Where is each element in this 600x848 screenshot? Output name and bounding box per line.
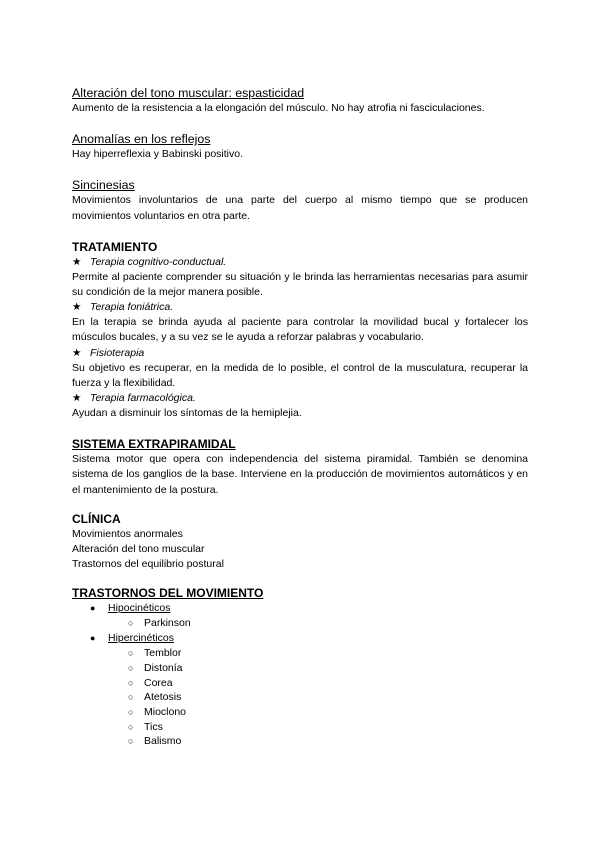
- extrapiramidal-heading: SISTEMA EXTRAPIRAMIDAL: [72, 437, 236, 452]
- circle-bullet-icon: ○: [128, 677, 134, 688]
- clinica-line: Trastornos del equilibrio postural: [72, 558, 224, 571]
- circle-bullet-icon: ○: [128, 706, 134, 717]
- list-item: ○ Balismo: [128, 735, 182, 748]
- circle-bullet-icon: ○: [128, 692, 134, 703]
- clinica-line: Movimientos anormales: [72, 527, 183, 540]
- clinica-heading: CLÍNICA: [72, 511, 121, 526]
- list-item: ○ Corea: [128, 676, 173, 689]
- espasticidad-text: Aumento de la resistencia a la elongación del músculo. No hay atrofia ni fasciculaciones.: [72, 102, 485, 114]
- trastornos-heading: TRASTORNOS DEL MOVIMIENTO: [72, 586, 264, 601]
- sincinesias-title: Sincinesias: [72, 178, 135, 193]
- list-item: ○ Tics: [128, 720, 163, 733]
- tratamiento-item-text: En la terapia se brinda ayuda al paciente para controlar la movilidad bucal y fortalecer los músculos bucales, y a su vez se le ayuda a reforzar palabras y vocabulario.: [72, 316, 528, 344]
- star-icon: ★: [72, 346, 82, 359]
- circle-bullet-icon: ○: [128, 662, 134, 673]
- tratamiento-item-title: ★ Fisioterapia: [72, 346, 145, 359]
- circle-bullet-icon: ○: [128, 618, 134, 629]
- tratamiento-item-title: ★ Terapia cognitivo-conductual.: [72, 255, 227, 268]
- reflejos-text: Hay hiperreflexia y Babinski positivo.: [72, 148, 243, 161]
- list-item: ○ Atetosis: [128, 691, 182, 704]
- bullet-icon: ●: [90, 633, 96, 644]
- star-icon: ★: [72, 392, 82, 405]
- extrapiramidal-text: Sistema motor que opera con independencia del sistema piramidal. También se denomina sistema de los ganglios de la base. Interviene en la producción de movimientos automáticos y en el mantenimiento de la postura.: [72, 453, 528, 496]
- list-item-hipercineticos: ● Hipercinéticos: [90, 632, 174, 645]
- list-item: ○ Distonía: [128, 661, 183, 674]
- circle-bullet-icon: ○: [128, 648, 134, 659]
- tratamiento-item-text: Permite al paciente comprender su situación y le brinda las herramientas necesarias para asumir su condición de la mejor manera posible.: [72, 270, 528, 299]
- circle-bullet-icon: ○: [128, 721, 134, 732]
- tratamiento-item-title: ★ Terapia foniátrica.: [72, 301, 174, 314]
- list-item-hipocineticos: ● Hipocinéticos: [90, 602, 171, 615]
- tratamiento-heading: TRATAMIENTO: [72, 239, 158, 254]
- espasticidad-title: Alteración del tono muscular: espasticidad: [72, 86, 305, 100]
- tratamiento-item-text: Su objetivo es recuperar, en la medida de lo posible, el control de la musculatura, recuperar la fuerza y la flexibilidad.: [72, 361, 528, 389]
- reflejos-title: Anomalías en los reflejos: [72, 132, 211, 147]
- star-icon: ★: [72, 301, 82, 314]
- document-content: [72, 86, 528, 749]
- star-icon: ★: [72, 255, 82, 268]
- list-item: ○ Parkinson: [128, 617, 191, 630]
- list-item: ○ Mioclono: [128, 705, 187, 718]
- clinica-line: Alteración del tono muscular: [72, 543, 205, 556]
- sincinesias-text: Movimientos involuntarios de una parte del cuerpo al mismo tiempo que se producen movimientos voluntarios en otra parte.: [72, 194, 528, 222]
- list-item: ○ Temblor: [128, 647, 182, 660]
- circle-bullet-icon: ○: [128, 736, 134, 747]
- bullet-icon: ●: [90, 603, 96, 614]
- tratamiento-item-title: ★ Terapia farmacológica.: [72, 392, 196, 405]
- tratamiento-item-text: Ayudan a disminuir los síntomas de la hemiplejia.: [72, 407, 302, 420]
